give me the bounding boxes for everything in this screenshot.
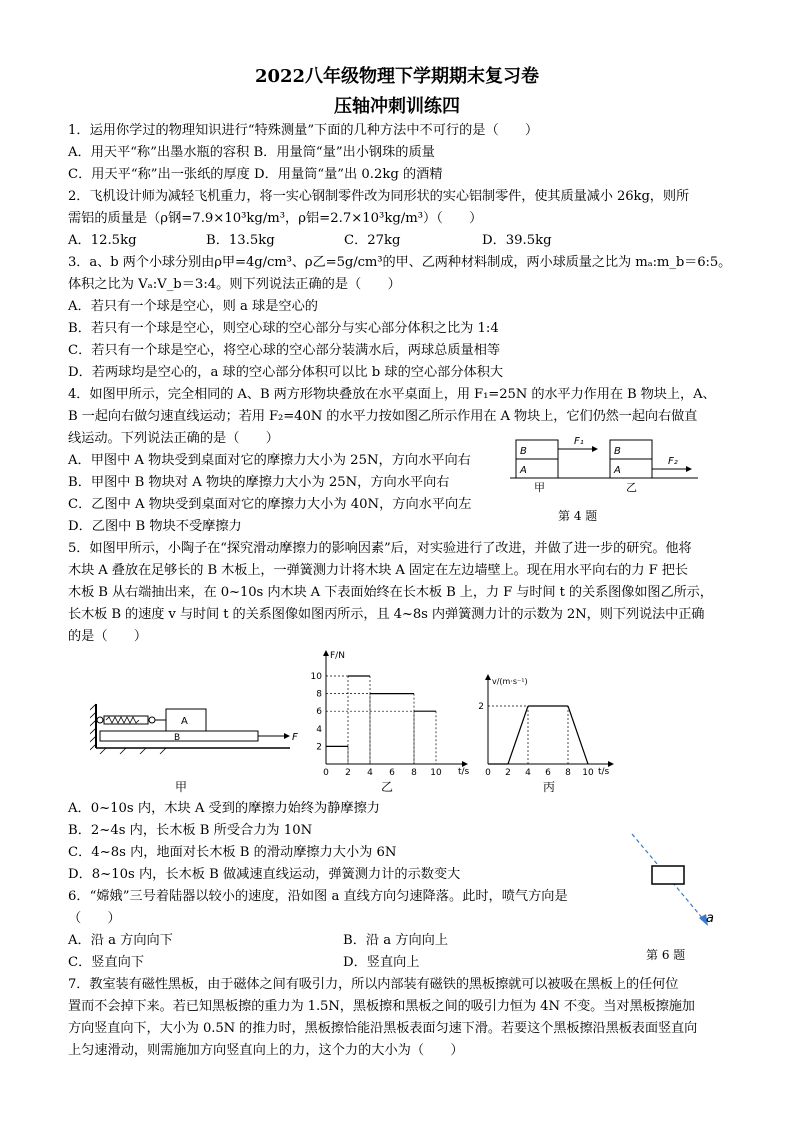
- q4-stem-2: B 一起向右做匀速直线运动；若用 F₂=40N 的水平力按如图乙所示作用在 A 物块上，它们仍然一起向右做直: [68, 409, 698, 424]
- q5-hook: [97, 717, 103, 723]
- f-y-tick-10: 10: [310, 672, 322, 682]
- v-segment-1: [508, 706, 528, 764]
- q5-force-arrowhead: [284, 733, 290, 739]
- q4-stem-1: 4．如图甲所示，完全相同的 A、B 两方形物块叠放在水平桌面上，用 F₁=25N 的水平力作用在 B 物块上，A、: [68, 387, 716, 402]
- q2-option-b: B．13.5kg: [206, 233, 275, 248]
- q4-figure: [506, 432, 706, 494]
- q4-f2-arrowhead: [686, 466, 692, 472]
- q7-line-3: 方向竖直向下，大小为 0.5N 的推力时，黑板擦恰能沿黑板表面匀速下滑。若要这个黑板擦沿黑板表面竖直向: [68, 1021, 698, 1036]
- q4-yi-label: 乙: [626, 481, 637, 494]
- q4-option-d: D．乙图中 B 物块不受摩擦力: [68, 519, 242, 534]
- q4-option-a: A．甲图中 A 物块受到桌面对它的摩擦力大小为 25N，方向水平向右: [68, 453, 471, 468]
- q7-line-2: 置而不会掉下来。若已知黑板擦的重力为 1.5N，黑板擦和黑板之间的吸引力恒为 4N 不变。当对黑板擦施加: [68, 999, 695, 1014]
- q4-jia-b-label: B: [520, 446, 527, 457]
- q5-option-c: C．4~8s 内，地面对长木板 B 的滑动摩擦力大小为 6N: [68, 845, 397, 860]
- q6-option-a: A．沿 a 方向向下: [68, 933, 173, 948]
- q1-stem: 1．运用你学过的物理知识进行“特殊测量”下面的几种方法中不可行的是（ ）: [68, 123, 539, 138]
- q6-paren: （ ）: [68, 911, 121, 926]
- q2-option-c: C．27kg: [344, 233, 401, 248]
- q6-lander-box: [652, 866, 684, 884]
- q6-figure: [620, 828, 730, 932]
- q2-option-d: D．39.5kg: [482, 233, 552, 248]
- q5-line-1: 5．如图甲所示，小陶子在“探究滑动摩擦力的影响因素”后，对实验进行了改进，并做了进一步的研究。他将: [68, 541, 692, 556]
- q7-line-4: 上匀速滑动，则需施加方向竖直向上的力，这个力的大小为（ ）: [68, 1043, 464, 1058]
- f-x-tick-6: 6: [389, 768, 395, 776]
- q5-block-a-label: A: [181, 716, 188, 727]
- q5-line-5: 的是（ ）: [68, 629, 148, 644]
- v-marks: [478, 702, 594, 776]
- q5-line-3: 木板 B 从右端抽出来，在 0~10s 内木块 A 下表面始终在长木板 B 上，力 F 与时间 t 的关系图像如图乙所示，: [68, 585, 713, 600]
- q5-line-2: 木块 A 叠放在足够长的 B 木板上，一弹簧测力计将木块 A 固定在左边墙壁上。现在用水平向右的力 F 把长: [68, 563, 688, 578]
- v-segment-3: [568, 706, 588, 764]
- q4-jia-a-label: A: [520, 465, 527, 476]
- q4-f2-label: F₂: [668, 456, 678, 467]
- q5-option-a: A．0~10s 内，木块 A 受到的摩擦力始终为静摩擦力: [68, 801, 380, 816]
- f-x-tick-8: 8: [411, 768, 417, 776]
- v-x-label: t/s: [598, 767, 610, 776]
- q5-yi-caption: 乙: [381, 780, 394, 794]
- q7-line-1: 7．教室装有磁性黑板，由于磁体之间有吸引力，所以内部装有磁铁的黑板擦就可以被吸在黑板上的任何位: [68, 977, 679, 992]
- f-x-tick-10: 10: [430, 768, 442, 776]
- q2-option-a: A．12.5kg: [68, 233, 137, 248]
- f-x-tick-2: 2: [345, 768, 351, 776]
- q2-stem-1: 2．飞机设计师为减轻飞机重力，将一实心钢制零件改为同形状的实心铝制零件，使其质量减小 26kg，则所: [68, 189, 690, 204]
- q4-stem-3: 线运动。下列说法正确的是（ ）: [68, 431, 279, 446]
- v-x-tick-10: 10: [582, 768, 594, 776]
- q3-stem-1: 3．a、b 两个小球分别由ρ甲=4g/cm³、ρ乙=5g/cm³的甲、乙两种材料制成，两小球质量之比为 mₐ:m_b＝6:5。: [68, 255, 732, 270]
- v-x-tick-8: 8: [565, 768, 571, 776]
- q4-option-b: B．甲图中 B 物块对 A 物块的摩擦力大小为 25N，方向水平向右: [68, 475, 450, 490]
- q4-f1-label: F₁: [574, 436, 584, 447]
- v-x-tick-2: 2: [505, 768, 511, 776]
- f-y-label: F/N: [330, 651, 345, 661]
- q4-jia-label: 甲: [534, 481, 545, 494]
- q3-option-a: A．若只有一个球是空心，则 a 球是空心的: [68, 299, 318, 314]
- f-y-tick-4: 4: [316, 724, 322, 735]
- q6-option-c: C．竖直向下: [68, 955, 145, 970]
- q5-figure-jia: [90, 700, 305, 760]
- q6-option-b: B．沿 a 方向向上: [343, 933, 449, 948]
- f-y-tick-2: 2: [316, 742, 322, 753]
- q5-chart-v-t: [470, 670, 620, 776]
- q3-option-b: B．若只有一个球是空心，则空心球的空心部分与实心部分体积之比为 1:4: [68, 321, 499, 336]
- q6-option-d: D．竖直向上: [343, 955, 420, 970]
- q3-stem-2: 体积之比为 Vₐ:V_b＝3:4。则下列说法正确的是（ ）: [68, 277, 401, 292]
- q1-options-cd: C．用天平“称”出一张纸的厚度 D．用量筒“量”出 0.2kg 的酒精: [68, 167, 443, 182]
- page-title: 2022八年级物理下学期期末复习卷: [254, 66, 540, 87]
- f-y-arrowhead: [323, 650, 329, 656]
- q5-force-label: F: [292, 732, 298, 743]
- v-y-label: v/(m·s⁻¹): [492, 677, 528, 686]
- q4-yi-b-label: B: [614, 446, 621, 457]
- q5-line-4: 长木板 B 的速度 v 与时间 t 的关系图像如图丙所示，且 4~8s 内弹簧测力计的示数为 2N，则下列说法中正确: [68, 607, 705, 622]
- q4-option-c: C．乙图中 A 物块受到桌面对它的摩擦力大小为 40N，方向水平向左: [68, 497, 472, 512]
- f-y-tick-8: 8: [316, 689, 322, 700]
- q4-yi-a-label: A: [614, 465, 621, 476]
- f-y-tick-6: 6: [316, 707, 322, 718]
- q5-jia-caption: 甲: [175, 780, 188, 794]
- q6-a-label: a: [706, 911, 714, 926]
- v-x-tick-4: 4: [525, 768, 531, 776]
- q4-f1-arrowhead: [592, 446, 598, 452]
- q5-chart-f-t: [300, 646, 480, 776]
- v-x-tick-6: 6: [545, 768, 551, 776]
- v-y-arrowhead: [485, 674, 491, 680]
- q5-floor-hatch: [100, 748, 166, 754]
- q1-options-ab: A．用天平“称”出墨水瓶的容积 B．用量筒“量”出小钢珠的质量: [68, 145, 435, 160]
- f-x-label: t/s: [458, 767, 470, 776]
- q3-option-c: C．若只有一个球是空心，将空心球的空心部分装满水后，两球总质量相等: [68, 343, 501, 358]
- q2-stem-2: 需铝的质量是（ρ钢=7.9×10³kg/m³，ρ铝=2.7×10³kg/m³）（ ）: [68, 211, 483, 226]
- q6-caption: 第 6 题: [646, 948, 686, 962]
- q3-option-d: D．若两球均是空心的，a 球的空心部分体积可以比 b 球的空心部分体积大: [68, 365, 504, 380]
- f-x-tick-4: 4: [367, 768, 373, 776]
- q5-board-b-label: B: [174, 733, 181, 743]
- q5-bing-caption: 丙: [543, 780, 556, 794]
- q5-spring-coil: [106, 717, 139, 723]
- page-subtitle: 压轴冲刺训练四: [334, 96, 460, 117]
- f-marks: [311, 672, 442, 776]
- q6-stem: 6．“嫦娥”三号着陆器以较小的速度，沿如图 a 直线方向匀速降落。此时，喷气方向是: [68, 889, 568, 904]
- q5-option-d: D．8~10s 内，长木板 B 做减速直线运动，弹簧测力计的示数变大: [68, 867, 461, 882]
- v-x-tick-0: 0: [485, 768, 491, 776]
- v-y-tick-2: 2: [478, 702, 484, 712]
- f-x-tick-0: 0: [323, 768, 329, 776]
- q4-caption: 第 4 题: [558, 509, 598, 523]
- q5-option-b: B．2~4s 内，长木板 B 所受合力为 10N: [68, 823, 313, 838]
- q5-hook-2: [149, 717, 155, 723]
